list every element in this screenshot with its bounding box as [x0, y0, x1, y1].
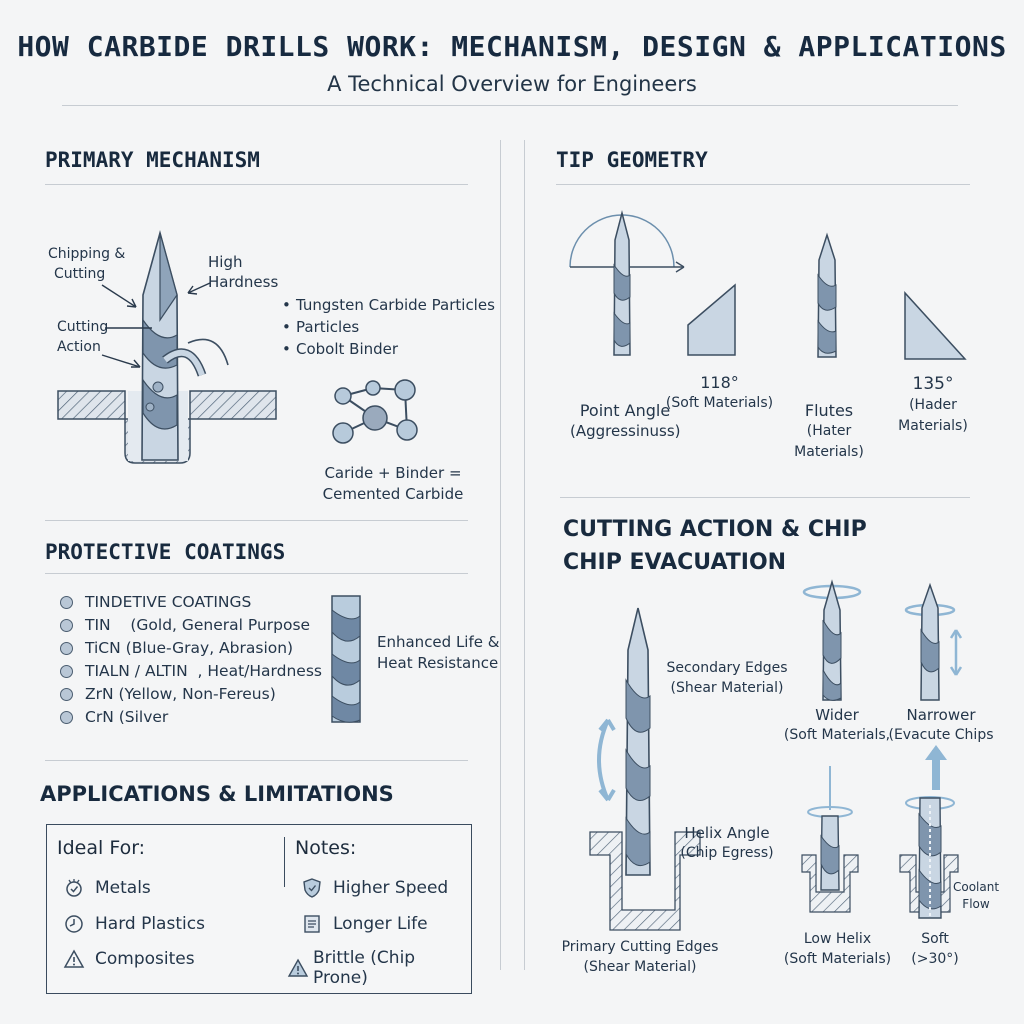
coating-list [60, 591, 322, 729]
section-heading-cutting-action: CUTTING ACTION & CHIP CHIP EVACUATION [563, 517, 867, 575]
bullet-dot [60, 711, 73, 724]
list-item: Brittle (Chip Prone) [287, 948, 471, 988]
column-divider-2 [524, 140, 525, 970]
composition-list [282, 294, 495, 360]
label-enhanced-life: Enhanced Life & Heat Resistance [377, 633, 500, 672]
section-heading-tip-geometry: TIP GEOMETRY [556, 148, 708, 172]
list-item: TIALN / ALTIN , Heat/Hardness [60, 660, 322, 683]
list-item: Composites [63, 948, 195, 970]
gear-check-icon [63, 877, 85, 899]
label-point-angle: Point Angle (Aggressinuss) [570, 401, 681, 440]
list-item: • Cobolt Binder [282, 340, 399, 358]
label-high-hardness: High Hardness [208, 253, 279, 291]
section-heading-protective-coatings: PROTECTIVE COATINGS [45, 540, 286, 564]
bullet-dot [60, 619, 73, 632]
list-item: Longer Life [301, 913, 428, 935]
list-item: ZrN (Yellow, Non-Fereus) [60, 683, 322, 706]
shield-icon [301, 877, 323, 899]
label-angle-135: 135° (Hader Materials) [898, 374, 968, 434]
column-divider [500, 140, 501, 970]
header-divider [62, 105, 958, 106]
list-item: Higher Speed [301, 877, 448, 899]
page-title: HOW CARBIDE DRILLS WORK: MECHANISM, DESIGN & APPLICATIONS [17, 30, 1007, 63]
list-item: • Tungsten Carbide Particles [282, 296, 495, 314]
list-item: Metals [63, 877, 151, 899]
label-coolant-flow: Coolant Flow [952, 880, 1000, 911]
section-divider [560, 497, 970, 498]
label-angle-118: 118° (Soft Materials) [665, 373, 774, 411]
label-wider: Wider (Soft Materials, [783, 706, 891, 743]
section-heading-primary-mechanism: PRIMARY MECHANISM [45, 148, 260, 172]
label-low-helix: Low Helix (Soft Materials) [783, 931, 892, 967]
list-item: TiCN (Blue-Gray, Abrasion) [60, 637, 322, 660]
label-soft: Soft (>30°) [911, 931, 959, 967]
bullet-dot [60, 596, 73, 609]
section-divider [556, 184, 970, 185]
section-divider [45, 573, 468, 574]
bullet-dot [60, 665, 73, 678]
chip-evacuation-illustration [580, 600, 1000, 930]
warning-icon [287, 957, 309, 979]
warning-icon [63, 948, 85, 970]
ideal-for-heading: Ideal For: [57, 837, 146, 859]
label-narrower: Narrower (Evacute Chips [888, 706, 994, 743]
label-flutes: Flutes (Hater Materials) [794, 401, 864, 460]
bullet-dot [60, 642, 73, 655]
coated-drill-icon [326, 592, 366, 727]
label-cutting-action: Cutting Action [57, 319, 109, 355]
document-icon [301, 913, 323, 935]
clock-icon [63, 913, 85, 935]
applications-box [46, 824, 472, 994]
box-divider [284, 837, 285, 887]
list-item: CrN (Silver [60, 706, 322, 729]
tip-geometry-illustration [560, 205, 980, 370]
list-item: • Particles [282, 318, 360, 336]
list-item: TINDETIVE COATINGS [60, 591, 322, 614]
molecule-icon [325, 378, 435, 453]
label-primary-cutting-edges: Primary Cutting Edges (Shear Material) [561, 939, 719, 975]
formula-label: Caride + Binder = Cemented Carbide [322, 464, 464, 503]
label-chipping: Chipping & Cutting [48, 246, 126, 282]
section-divider [45, 520, 468, 521]
page-subtitle: A Technical Overview for Engineers [327, 72, 697, 96]
section-divider [45, 760, 468, 761]
label-helix-angle: Helix Angle (Chip Egress) [680, 824, 774, 861]
list-item: TIN (Gold, General Purpose [60, 614, 322, 637]
section-heading-applications: APPLICATIONS & LIMITATIONS [40, 782, 394, 806]
label-secondary-edges: Secondary Edges (Shear Material) [666, 660, 788, 696]
section-divider [45, 184, 468, 185]
notes-heading: Notes: [295, 837, 357, 859]
bullet-dot [60, 688, 73, 701]
list-item: Hard Plastics [63, 913, 205, 935]
